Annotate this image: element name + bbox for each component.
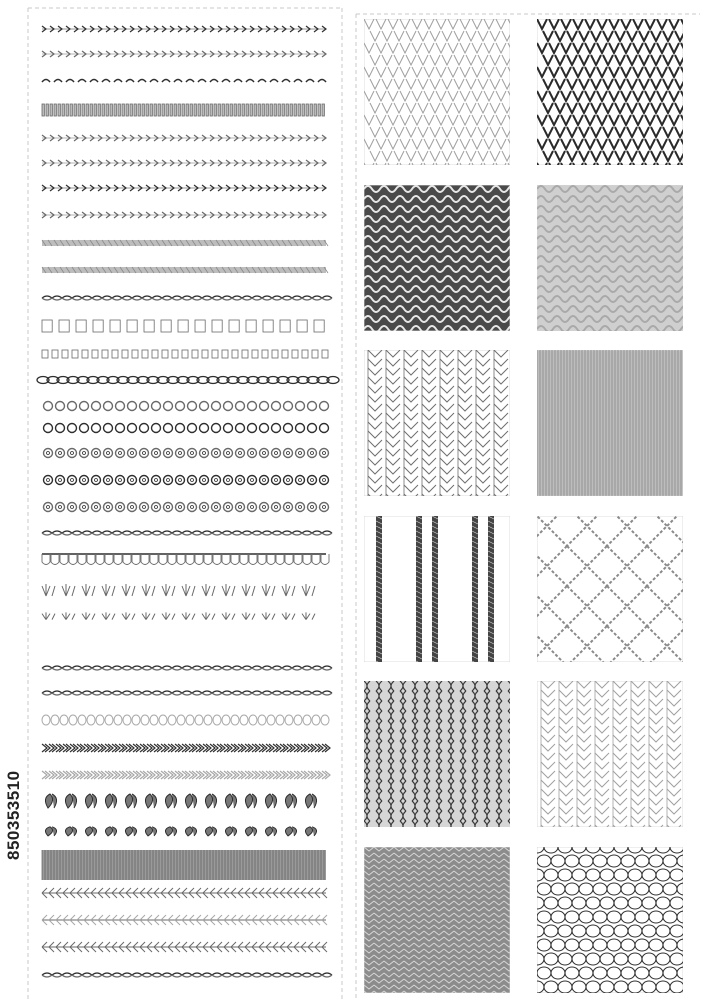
image-id-watermark: 850353510 [4,770,23,860]
swatch-diamond-argyle [507,506,707,706]
border-strip-stitch-chevron [42,185,326,191]
border-strip-ring-chain [44,424,329,433]
swatch-loop-mesh [530,841,698,1000]
border-strip-fern-stitch [42,915,327,925]
border-strip-braid-chevron [42,26,326,32]
border-strip-box-loops [42,320,324,332]
border-strip-braid-chevron [42,51,326,57]
border-strip-spiral-loops [44,449,329,458]
border-strip-cable-light [42,771,330,779]
border-strip-leaf-motif [45,794,316,808]
border-strip-leaf-motif-small [45,827,316,836]
border-strip-dense-ribbed [42,850,326,880]
border-strip-fringe-lace [42,554,329,565]
border-strip-chain-links [37,377,339,384]
swatch-grid [364,19,707,1000]
border-strip-dash-scallop [42,80,326,83]
swatch-knit-v-dark [537,19,703,185]
swatch-fine-ribbing [537,350,683,496]
border-strip-braid-light [42,267,328,273]
border-strip-fern-stitch [42,942,327,952]
swatch-cable-columns-light [537,681,683,832]
border-strip-ring-chain [44,402,329,411]
swatch-vertical-stripes [364,516,510,664]
border-strip-tufts [42,584,315,596]
border-strip-small-boxes [42,350,328,358]
swatch-wave-dark [364,185,540,342]
border-strip-twist-rope [42,296,332,300]
border-strip-cable-dark [42,744,330,752]
border-strip-wave-twist [42,691,332,695]
border-strip-fern-stitch [42,888,327,898]
border-strip-braid-light [42,240,328,246]
border-strip-stitch-chevron [42,160,326,166]
swatch-textured-grey [364,847,514,995]
border-strip-ribbed-bars [42,104,324,116]
border-strip-column [37,26,339,977]
border-strip-spiral-loops [44,476,329,485]
border-strip-stitch-chevron [42,212,326,218]
border-strip-wave-twist [42,531,332,535]
swatch-cable-dense [364,681,514,831]
border-strip-spiral-loops [44,503,329,512]
swatch-braid-columns [364,350,510,501]
border-strip-bead-chain [42,715,329,725]
swatch-wave-light [537,185,707,342]
border-strip-wave-twist [42,666,332,670]
border-strip-stitch-chevron [42,135,326,141]
border-strip-twist-rope [42,973,332,977]
swatch-knit-v-light [364,19,530,185]
border-strip-tufts-small [42,612,315,619]
